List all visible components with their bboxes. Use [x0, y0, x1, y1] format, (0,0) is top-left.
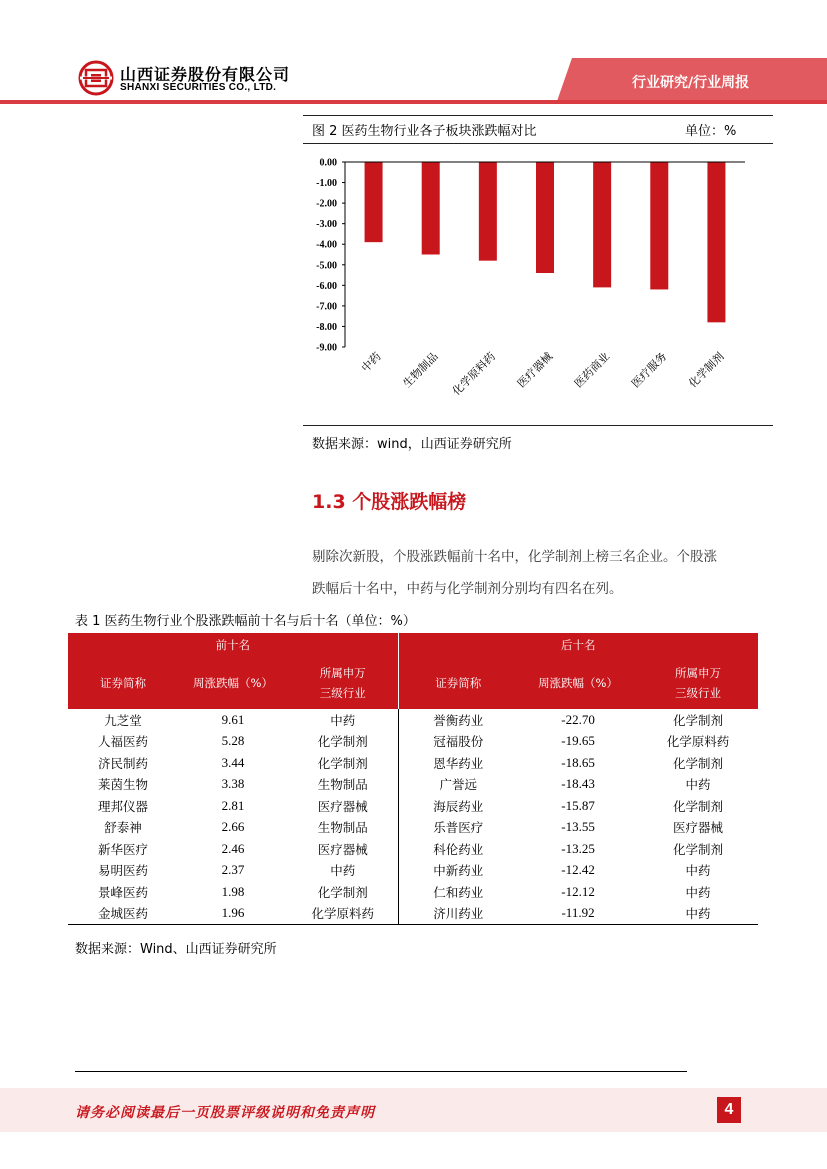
- paragraph-line: 跌幅后十名中，中药与化学制剂分别均有四名在列。: [312, 581, 623, 597]
- company-name-cn: 山西证券股份有限公司: [120, 65, 291, 84]
- col-header-change: 周涨跌幅（%）: [518, 657, 638, 709]
- figure-bottom-rule: [303, 425, 773, 426]
- x-category-label: 化学原料药: [449, 349, 498, 399]
- table-cell-industry: 生物制品: [288, 774, 398, 796]
- table-cell-industry: 化学制剂: [673, 755, 724, 771]
- table-cell-industry: 中药: [288, 860, 398, 882]
- table-cell-industry: 中药: [685, 777, 711, 793]
- table-cell-change: 2.37: [221, 862, 245, 878]
- table-cell-name: 莱茵生物: [97, 777, 148, 793]
- col-header-industry: 所属申万 三级行业: [638, 657, 758, 709]
- subsector-change-chart: [303, 146, 773, 424]
- table-cell-name: 海辰药业: [433, 798, 484, 814]
- table-cell-change: -11.92: [518, 903, 638, 925]
- col-header-name: 证券简称: [68, 657, 178, 709]
- table-cell-name: 科伦药业: [433, 841, 484, 857]
- table-cell-industry: 中药: [685, 863, 711, 879]
- figure-unit: 单位：%: [685, 124, 737, 139]
- col-header-change: 周涨跌幅（%）: [178, 657, 288, 709]
- table-row: [68, 817, 758, 839]
- x-category-label: 医疗器械: [514, 349, 556, 391]
- table-row: [68, 774, 758, 796]
- y-tick-label: -6.00: [316, 280, 337, 292]
- table-cell-industry: 化学原料药: [666, 734, 730, 750]
- table-cell-industry: 化学制剂: [673, 712, 724, 728]
- table-cell-name: 景峰医药: [97, 884, 148, 900]
- table-cell-industry: 化学制剂: [288, 881, 398, 903]
- table-caption: 表 1 医药生物行业个股涨跌幅前十名与后十名（单位：%）: [75, 614, 416, 629]
- table-cell-name: 理邦仪器: [97, 798, 148, 814]
- table-row: [68, 752, 758, 774]
- y-tick-label: -1.00: [316, 178, 337, 190]
- table-cell-change: -19.65: [561, 733, 595, 749]
- bar: [479, 162, 497, 261]
- table-cell-industry: 化学制剂: [288, 731, 398, 753]
- shanxi-securities-logo-icon: [78, 60, 114, 96]
- x-category-label: 中药: [358, 349, 384, 375]
- x-category-label: 医疗服务: [629, 349, 670, 391]
- figure-caption-rule: [303, 143, 773, 144]
- table-cell-industry: 化学原料药: [288, 903, 398, 925]
- table-cell-name: 乐普医疗: [433, 820, 484, 836]
- bar: [536, 162, 554, 273]
- y-tick-label: -9.00: [316, 342, 337, 354]
- y-tick-label: -5.00: [316, 260, 337, 272]
- bar: [422, 162, 440, 255]
- table-cell-change: -13.25: [561, 840, 595, 856]
- table-cell-industry: 化学制剂: [288, 752, 398, 774]
- table-cell-industry: 中药: [638, 903, 758, 925]
- y-tick-label: 0.00: [319, 157, 337, 169]
- figure-caption: 图 2 医药生物行业各子板块涨跌幅对比: [312, 124, 537, 139]
- table-cell-name: 中新药业: [433, 863, 484, 879]
- table-cell-industry: 医疗器械: [288, 838, 398, 860]
- col-header-name: 证券简称: [398, 657, 518, 709]
- table-cell-name: 冠福股份: [433, 734, 484, 750]
- table-cell-name: 金城医药: [68, 903, 178, 925]
- table-row: [68, 731, 758, 753]
- y-tick-label: -7.00: [316, 301, 337, 313]
- table-cell-change: -18.43: [561, 776, 595, 792]
- company-name-en: SHANXI SECURITIES CO., LTD.: [120, 82, 277, 93]
- table-row: [68, 903, 758, 925]
- table-row: [68, 860, 758, 882]
- bar: [365, 162, 383, 242]
- y-tick-label: -4.00: [316, 239, 337, 251]
- table-cell-industry: 医疗器械: [673, 820, 724, 836]
- figure-top-rule: [303, 115, 773, 116]
- table-cell-name: 九芝堂: [104, 712, 142, 728]
- table-cell-industry: 中药: [288, 709, 398, 731]
- header-divider: [0, 100, 827, 104]
- table-cell-name: 新华医疗: [97, 841, 148, 857]
- table-cell-name: 仁和药业: [433, 884, 484, 900]
- table-cell-change: -18.65: [561, 754, 595, 770]
- section-title: 1.3 个股涨跌幅榜: [312, 491, 467, 513]
- table-cell-change: 2.81: [221, 797, 245, 813]
- table-cell-change: 2.66: [221, 819, 245, 835]
- table-row: [68, 795, 758, 817]
- group-header-top: 前十名: [68, 633, 398, 657]
- col-header-industry: 所属申万 三级行业: [288, 657, 398, 709]
- group-header-bottom: 后十名: [398, 633, 758, 657]
- table-cell-change: -12.12: [561, 883, 595, 899]
- y-tick-label: -3.00: [316, 219, 337, 231]
- table-cell-industry: 医疗器械: [288, 795, 398, 817]
- table-cell-change: 1.96: [178, 903, 288, 925]
- table-cell-industry: 化学制剂: [673, 841, 724, 857]
- paragraph-line: 剔除次新股，个股涨跌幅前十名中，化学制剂上榜三名企业。个股涨: [312, 549, 717, 565]
- x-category-label: 医药商业: [571, 349, 613, 391]
- table-cell-industry: 中药: [685, 884, 711, 900]
- table-cell-name: 济川药业: [398, 903, 518, 925]
- x-category-label: 生物制品: [400, 349, 441, 391]
- stock-ranking-table: [68, 633, 758, 925]
- table-cell-change: 1.98: [221, 883, 245, 899]
- table-cell-change: -15.87: [561, 797, 595, 813]
- table-cell-name: 舒泰神: [104, 820, 142, 836]
- header-tab-slant: [556, 58, 616, 104]
- table-row: [68, 709, 758, 731]
- figure-source: 数据来源：wind，山西证券研究所: [312, 437, 512, 452]
- table-cell-name: 易明医药: [97, 863, 148, 879]
- table-cell-change: 9.61: [221, 711, 245, 727]
- table-cell-industry: 生物制品: [288, 817, 398, 839]
- table-cell-name: 恩华药业: [433, 755, 484, 771]
- bar: [593, 162, 611, 287]
- table-cell-industry: 化学制剂: [673, 798, 724, 814]
- bar: [650, 162, 668, 289]
- y-tick-label: -2.00: [316, 198, 337, 210]
- table-cell-name: 人福医药: [97, 734, 148, 750]
- table-cell-change: 2.46: [221, 840, 245, 856]
- y-tick-label: -8.00: [316, 321, 337, 333]
- report-type-label: 行业研究/行业周报: [632, 75, 750, 91]
- footer-rule: [75, 1071, 687, 1072]
- table-row: [68, 881, 758, 903]
- table-cell-change: -13.55: [561, 819, 595, 835]
- table-cell-change: 5.28: [221, 733, 245, 749]
- table-cell-change: 3.38: [221, 776, 245, 792]
- bar: [707, 162, 725, 322]
- table-cell-name: 广誉远: [439, 777, 478, 793]
- table-cell-name: 誉衡药业: [433, 712, 484, 728]
- table-source: 数据来源：Wind、山西证券研究所: [75, 942, 277, 957]
- page-number: 4: [717, 1097, 741, 1123]
- table-cell-change: -22.70: [561, 711, 595, 727]
- table-cell-change: 3.44: [221, 754, 245, 770]
- table-cell-change: -12.42: [561, 862, 595, 878]
- footer-disclaimer: 请务必阅读最后一页股票评级说明和免责声明: [75, 1105, 375, 1121]
- table-cell-name: 济民制药: [97, 755, 148, 771]
- table-row: [68, 838, 758, 860]
- x-category-label: 化学制剂: [686, 349, 727, 391]
